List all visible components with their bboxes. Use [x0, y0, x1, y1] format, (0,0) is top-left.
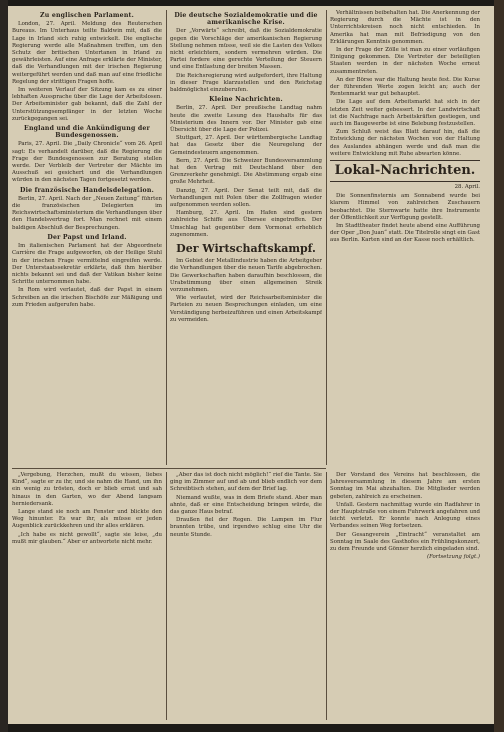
article-text: Die Lage auf dem Arbeitsmarkt hat sich in der letzten Zeit weiter gebessert. In der Landwirtschaft ist die Nachfrage nach Arbeitskräften gestiegen, und auch im Baugewerbe ist eine Belebung festzustellen. [330, 99, 480, 128]
section-divider [330, 181, 480, 182]
article-text: An der Börse war die Haltung heute fest. Die Kurse der führenden Werte zogen leicht an; auch der Rentenmarkt war gut behauptet. [330, 76, 480, 98]
page-edge-strip [494, 0, 504, 732]
article-text: Berlin, 27. April. Nach der „Neuen Zeitung“ führten die französischen Delegierten im Reichswirtschaftsministerium die Verhandlungen über den Handelsvertrag fort. Man rechnet mit einem baldigen Abschluß der Besprechungen. [12, 195, 162, 231]
middle-column [170, 10, 322, 465]
local-news-continued [330, 472, 480, 720]
story-text: „Ich habe es nicht gewollt“, sagte sie leise, „du mußt mir glauben.“ Aber er antwortete nicht mehr. [12, 531, 162, 545]
article-text: Im italienischen Parlament hat der Abgeordnete Carrière die Frage aufgeworfen, ob der Heilige Stuhl in der irischen Frage vermittelnd eingreifen werde. Der Unterstaatssekretär erklärte, daß ihm hierüber nichts bekannt sei und daß der Vatikan bisher keine Schritte unternommen habe. [12, 243, 162, 286]
article-text: Der Gesangverein „Eintracht“ veranstaltet am Sonntag im Saale des Gasthofes ein Frühlingskonzert, zu dem Freunde und Gönner herzlich eingeladen sind. [330, 531, 480, 553]
article-heading: England und die Ankündigung der Bundesgenossen. [24, 125, 150, 140]
section-date: 28. April. [454, 184, 480, 191]
article-text: Berlin, 27. April. Der preußische Landtag nahm heute die zweite Lesung des Haushalts für das Ministerium des Innern vor. Der Minister gab eine Übersicht über die Lage der Polizei. [170, 105, 322, 134]
article-text: Die Reichsregierung wird aufgefordert, ihre Haltung in dieser Frage klarzustellen und den Reichstag baldmöglichst einzuberufen. [170, 72, 322, 94]
article-text: Im weiteren Verlauf der Sitzung kam es zu einer lebhaften Aussprache über die Lage der Arbeitslosen. Der Arbeitsminister gab bekannt, daß die Zahl der Unterstützungsempfänger in der letzten Woche zurückgegangen sei. [12, 87, 162, 122]
feuilleton-left [12, 472, 162, 720]
column-rule [166, 10, 167, 465]
story-text: Lange stand sie noch am Fenster und blickte den Weg hinunter. Es war ihr, als müsse er jeden Augenblick zurückkehren und ihr alles erklären. [12, 509, 162, 530]
article-text: Wie verlautet, wird der Reichsarbeitsminister die Parteien zu neuen Besprechungen einladen, um eine Verständigung herbeizuführen und einen Arbeitskampf zu vermeiden. [170, 295, 322, 323]
article-text: Hamburg, 27. April. Im Hafen sind gestern zahlreiche Schiffe aus Übersee eingetroffen. Der Umschlag hat gegenüber dem Vormonat erheblich zugenommen. [170, 210, 322, 238]
article-heading: Die französische Handelsdelegation. [20, 186, 154, 194]
article-text: Verhältnissen beibehalten hat. Die Anerkennung der Regierung durch die Mächte ist in den Unterrichtskreisen noch nicht entschieden. In Amerika hat man mit Befriedigung von den Erklärungen Kenntnis genommen. [330, 10, 480, 45]
story-text: „Vergebung, Herzchen, mußt du wissen, liebes Kind“, sagte er zu ihr, und sie nahm die Hand, um ihn ein wenig zu trösten, doch er blieb ernst und sah hinaus in den Garten, wo der Abend langsam herniedersank. [12, 472, 162, 507]
article-heading: Die deutsche Sozialdemokratie und die amerikanische Krise. [174, 12, 318, 27]
article-heading: Zu englischen Parlament. [40, 12, 134, 19]
article-text: London, 27. April. Meldung des Reuterschen Bureaus. Im Unterhaus teilte Baldwin mit, daß die Lage in Irland sich ruhig entwickelt. Die englische Regierung werde alle Maßnahmen treffen, um den Schutz der britischen Untertanen in Irland zu gewährleisten. Auf eine Anfrage erklärte der Minister, daß die Verhandlungen mit der irischen Regierung weitergeführt werden und daß man auf eine friedliche Regelung der strittigen Fragen hoffe. [12, 21, 162, 85]
section-heading: Der Wirtschaftskampf. [176, 242, 316, 256]
article-heading: Kleine Nachrichten. [209, 96, 283, 104]
article-text: Der Vorstand des Vereins hat beschlossen, die Jahresversammlung in diesem Jahre am ersten Sonntag im Mai abzuhalten. Die Mitglieder werden gebeten, zahlreich zu erscheinen. [330, 472, 480, 500]
newspaper-page [8, 6, 494, 724]
lokal-nachrichten-heading: Lokal-Nachrichten. [334, 163, 476, 179]
article-text: Im Gebiet der Metallindustrie haben die Arbeitgeber die Verhandlungen über die neuen Tarife abgebrochen. Die Gewerkschaften haben daraufhin beschlossen, die Urabstimmung über einen allgemeinen Streik vorzunehmen. [170, 258, 322, 293]
feuilleton-middle [170, 472, 322, 720]
article-heading: Der Papst und Irland. [47, 233, 127, 241]
article-text: Im Stadttheater findet heute abend eine Aufführung der Oper „Don Juan“ statt. Die Titelrolle singt ein Gast aus Berlin. Karten sind an der Kasse noch erhältlich. [330, 223, 480, 244]
article-text: Paris, 27. April. Die „Daily Chronicle“ vom 26. April sagt: Es verhandelt darüber, daß die Regierung die Frage der Bundesgenossen zur Beratung stellen werde. Der Verbleib der Vertreter der Mächte im Ausschuß sei gesichert und die Verhandlungen würden in den nächsten Tagen fortgesetzt werden. [12, 141, 162, 184]
right-column [330, 10, 480, 465]
article-text: In der Frage der Zölle ist man zu einer vorläufigen Einigung gekommen. Die Vertreter der beteiligten Staaten werden in der nächsten Woche erneut zusammentreten. [330, 47, 480, 75]
column-rule [326, 10, 327, 465]
article-text: Bern, 27. April. Die Schweizer Bundesversammlung hat den Vertrag mit Deutschland über den Grenzverkehr genehmigt. Die Abstimmung ergab eine große Mehrheit. [170, 157, 322, 186]
article-text: In Rom wird verlautet, daß der Papst in einem Schreiben an die irischen Bischöfe zur Mäßigung und zum Frieden aufgerufen habe. [12, 287, 162, 308]
article-text: Die Sonnenfinsternis am Sonnabend wurde bei klarem Himmel von zahlreichen Zuschauern beobachtet. Die Sternwarte hatte ihre Instrumente der Öffentlichkeit zur Verfügung gestellt. [330, 193, 480, 221]
continuation-note: (Fortsetzung folgt.) [426, 554, 480, 561]
story-text: Draußen fiel der Regen. Die Lampen im Flur brannten trübe, und irgendwo schlug eine Uhr die neunte Stunde. [170, 517, 322, 538]
left-column [12, 10, 162, 465]
article-text: Der „Vorwärts“ schreibt, daß die Sozialdemokratie gegen die Vorschläge der amerikanischen Regierung Stellung nehmen müsse, weil sie die Lasten des Volkes nicht erleichtern, sondern vermehren würden. Die Partei fordere eine gerechte Verteilung der Steuern und eine Entlastung der breiten Massen. [170, 28, 322, 71]
story-text: Niemand wußte, was in dem Briefe stand. Aber man ahnte, daß er eine Entscheidung bringen würde, die das ganze Haus betraf. [170, 494, 322, 516]
page-binding-gutter [0, 0, 8, 732]
story-text: „Aber das ist doch nicht möglich!“ rief die Tante. Sie ging im Zimmer auf und ab und blieb endlich vor dem Schreibtisch stehen, auf dem der Brief lag. [170, 472, 322, 493]
article-text: Danzig, 27. April. Der Senat teilt mit, daß die Verhandlungen mit Polen über die Zollfragen wieder aufgenommen werden sollen. [170, 187, 322, 209]
feuilleton-rule [12, 468, 326, 469]
article-text: Unfall. Gestern nachmittag wurde ein Radfahrer in der Hauptstraße von einem Fuhrwerk angefahren und leicht verletzt. Er konnte nach Anlegung eines Verbandes seinen Weg fortsetzen. [330, 501, 480, 530]
article-text: Zum Schluß weist das Blatt darauf hin, daß die Entwicklung der nächsten Wochen von der Haltung des Auslandes abhängen werde und daß man die weitere Entwicklung mit Ruhe abwarten könne. [330, 129, 480, 157]
column-rule [166, 472, 167, 720]
column-rule [326, 472, 327, 720]
article-text: Stuttgart, 27. April. Der württembergische Landtag hat das Gesetz über die Neuregelung der Gemeindesteuern angenommen. [170, 135, 322, 156]
section-divider [330, 160, 480, 161]
